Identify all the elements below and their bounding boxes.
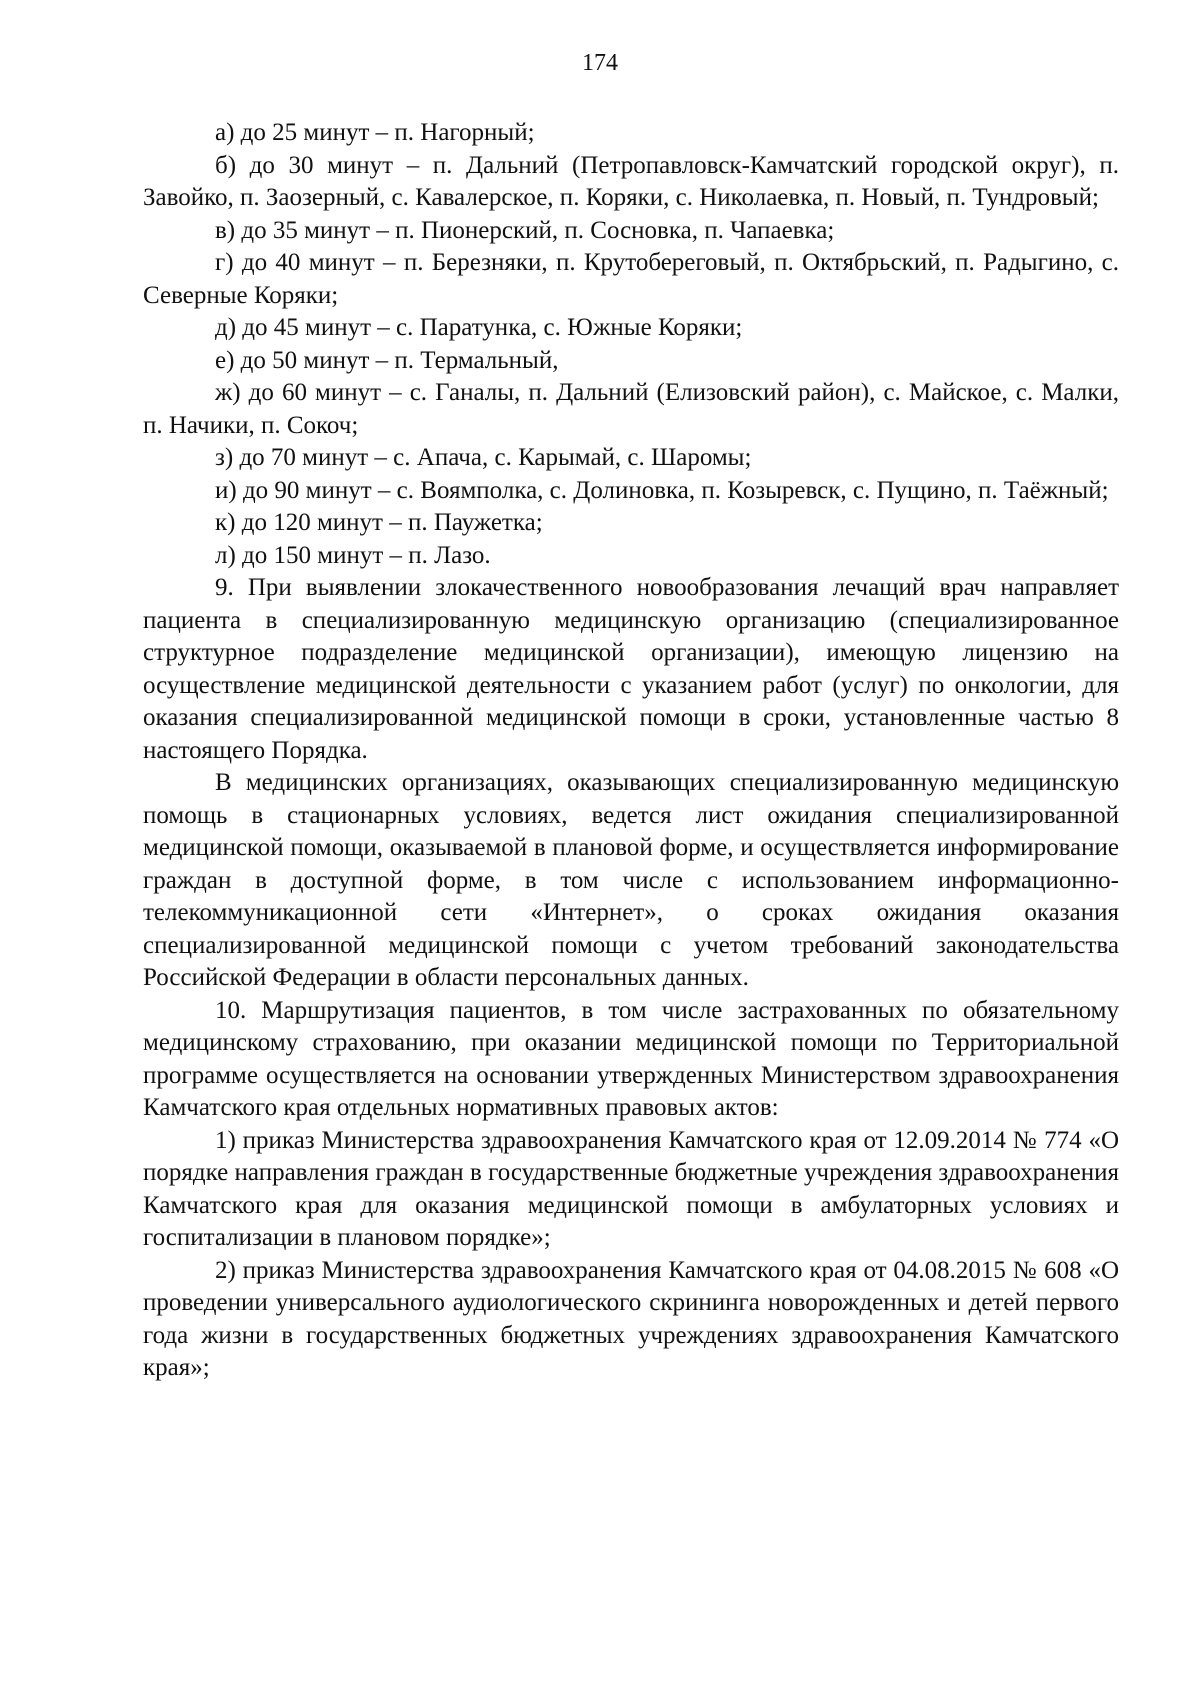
paragraph-item-v: в) до 35 минут – п. Пионерский, п. Сосновка, п. Чапаевка; <box>215 216 835 244</box>
page-number: 174 <box>582 50 618 76</box>
paragraph-item-k: к) до 120 минут – п. Паужетка; <box>215 509 543 536</box>
paragraph-order-1: 1) приказ Министерства здравоохранения Камчатского края от 12.09.2014 № 774 «О порядке направления граждан в государственные бюджетные учреждения здравоохранения Камчатского края для оказания медицинской помощи в амбулаторных условиях и госпитализации в плановом порядке»; <box>143 1126 1126 1251</box>
paragraph-item-g: г) до 40 минут – п. Березняки, п. Крутобереговый, п. Октябрьский, п. Радыгино, с. Северные Коряки; <box>143 249 1126 309</box>
paragraph-item-l: л) до 150 минут – п. Лазо. <box>215 541 491 569</box>
paragraph-waiting-list: В медицинских организациях, оказывающих специализированную медицинскую помощь в стационарных условиях, ведется лист ожидания специализированной медицинской помощи, оказываемой в плановой форме, и осуществляется информирование граждан в доступной форме, в том числе с использованием информационно-телекоммуникационной сети «Интернет», о сроках ожидания оказания специализированной медицинской помощи с учетом требований законодательства Российской Федерации в области персональных данных. <box>143 769 1126 991</box>
paragraph-order-2: 2) приказ Министерства здравоохранения Камчатского края от 04.08.2015 № 608 «О проведении универсального аудиологического скрининга новорожденных и детей первого года жизни в государственных бюджетных учреждениях здравоохранения Камчатского края»; <box>143 1256 1126 1381</box>
paragraph-9: 9. При выявлении злокачественного новообразования лечащий врач направляет пациента в специализированную медицинскую организацию (специализированное структурное подразделение медицинской организации), имеющую лицензию на осуществление медицинской деятельности с указанием работ (услуг) по онкологии, для оказания специализированной медицинской помощи в сроки, установленные частью 8 настоящего Порядка. <box>143 574 1126 764</box>
paragraph-item-z: з) до 70 минут – с. Апача, с. Карымай, с. Шаромы; <box>215 444 752 471</box>
paragraph-item-b: б) до 30 минут – п. Дальний (Петропавловск-Камчатский городской округ), п. Завойко, п. Заозерный, с. Кавалерское, п. Коряки, с. Николаевка, п. Новый, п. Тундровый; <box>143 151 1126 211</box>
document-body <box>143 117 1126 1385</box>
paragraph-item-i: и) до 90 минут – с. Воямполка, с. Долиновка, п. Козыревск, с. Пущино, п. Таёжный; <box>215 476 1109 504</box>
paragraph-10: 10. Маршрутизация пациентов, в том числе застрахованных по обязательному медицинскому страхованию, при оказании медицинской помощи по Территориальной программе осуществляется на основании утвержденных Министерством здравоохранения Камчатского края отдельных нормативных правовых актов: <box>143 996 1126 1121</box>
paragraph-item-d: д) до 45 минут – с. Паратунка, с. Южные Коряки; <box>215 314 743 341</box>
paragraph-item-a: а) до 25 минут – п. Нагорный; <box>215 119 535 146</box>
paragraph-item-zh: ж) до 60 минут – с. Ганалы, п. Дальний (Елизовский район), с. Майское, с. Малки, п. Начики, п. Сокоч; <box>143 379 1126 439</box>
paragraph-item-e: е) до 50 минут – п. Термальный, <box>215 346 559 374</box>
